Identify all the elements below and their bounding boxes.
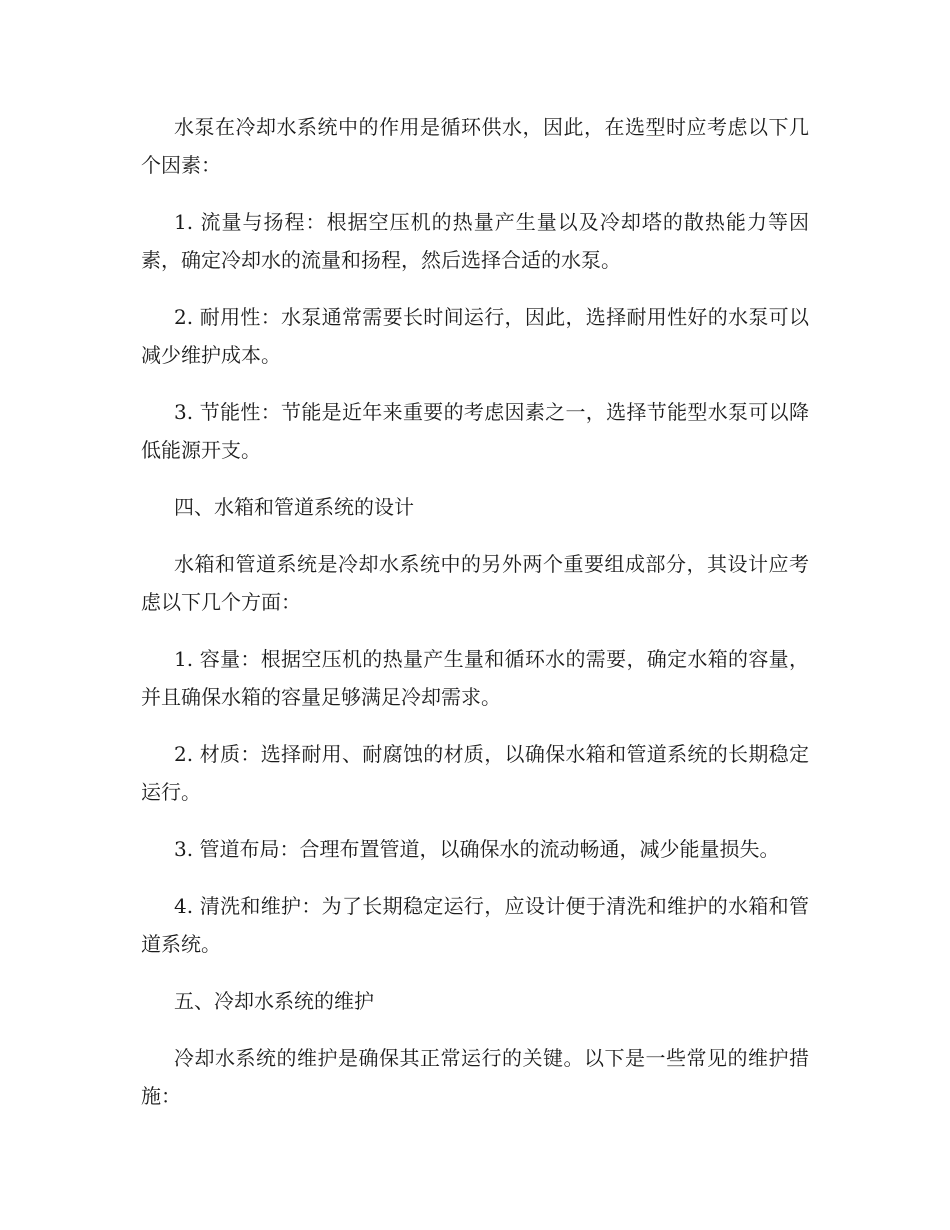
section-4-heading: 四、水箱和管道系统的设计 — [174, 495, 414, 519]
tank-intro-paragraph: 水箱和管道系统是冷却水系统中的另外两个重要组成部分，其设计应考虑以下几个方面： — [141, 552, 809, 614]
pump-item-1: 1. 流量与扬程：根据空压机的热量产生量以及冷却塔的散热能力等因素，确定冷却水的流量和扬程，然后选择合适的水泵。 — [141, 210, 809, 272]
maintenance-intro-paragraph: 冷却水系统的维护是确保其正常运行的关键。以下是一些常见的维护措施： — [141, 1046, 809, 1108]
tank-item-1: 1. 容量：根据空压机的热量产生量和循环水的需要，确定水箱的容量，并且确保水箱的容量足够满足冷却需求。 — [141, 647, 809, 709]
document-body — [141, 108, 809, 1134]
pump-item-2: 2. 耐用性：水泵通常需要长时间运行，因此，选择耐用性好的水泵可以减少维护成本。 — [141, 305, 809, 367]
tank-item-2: 2. 材质：选择耐用、耐腐蚀的材质，以确保水箱和管道系统的长期稳定运行。 — [141, 742, 809, 804]
section-5-heading: 五、冷却水系统的维护 — [174, 989, 374, 1013]
intro-pump-paragraph: 水泵在冷却水系统中的作用是循环供水，因此，在选型时应考虑以下几个因素： — [141, 115, 809, 177]
pump-item-3: 3. 节能性：节能是近年来重要的考虑因素之一，选择节能型水泵可以降低能源开支。 — [141, 400, 809, 462]
tank-item-4: 4. 清洗和维护：为了长期稳定运行，应设计便于清洗和维护的水箱和管道系统。 — [141, 894, 809, 956]
tank-item-3: 3. 管道布局：合理布置管道，以确保水的流动畅通，减少能量损失。 — [174, 837, 780, 861]
